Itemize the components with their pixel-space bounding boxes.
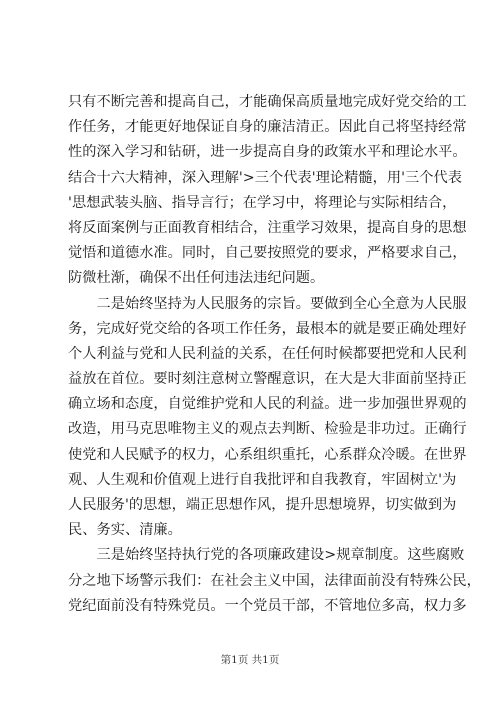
text-line: 只有不断完善和提高自己，才能确保高质量地完成好党交给的工 [68,94,467,110]
text-line: 民、务实、清廉。 [68,522,182,539]
text-line: 将反面案例与正面教育相结合，注重学习效果，提高自身的思想 [68,219,467,236]
body-text [68,90,481,619]
text-line: 确立场和态度，自觉维护党和人民的利益。进一步加强世界观的 [68,396,467,413]
text-line: 益放在首位。要时刻注意树立警醒意识，在大是大非面前坚持正 [68,371,467,388]
text-line: '思想武装头脑、指导言行；在学习中，将理论与实际相结合， [68,194,457,211]
text-line: 个人利益与党和人民利益的关系，在任何时候都要把党和人民利 [68,345,467,362]
text-line: 性的深入学习和钻研，进一步提高自身的政策水平和理论水平。 [68,144,467,161]
text-line: 觉悟和道德水准。同时，自己要按照党的要求，严格要求自己， [68,245,467,262]
text-line: 防微杜渐，确保不出任何违法违纪问题。 [68,270,325,287]
text-line: 使党和人民赋予的权力，心系组织重托，心系群众冷暖。在世界 [68,446,467,463]
text-line: 结合十六大精神，深入理解'>三个代表'理论精髓，用'三个代表 [68,169,462,186]
text-line: 三是始终坚持执行党的各项廉政建设>规章制度。这些腐败 [68,547,465,564]
text-line: 作任务，才能更好地保证自身的廉洁清正。因此自己将坚持经常 [68,119,467,136]
text-line: 务，完成好党交给的各项工作任务，最根本的就是要正确处理好 [68,320,467,337]
text-line: 观、人生观和价值观上进行自我批评和自我教育，牢固树立'为 [68,471,457,488]
text-line: 分之地下场警示我们：在社会主义中国，法律面前没有特殊公民， [68,572,481,589]
text-line: 人民服务'的思想，端正思想作风，提升思想境界，切实做到为 [68,497,457,513]
text-line: 二是始终坚持为人民服务的宗旨。要做到全心全意为人民服 [68,295,467,312]
page-number-footer: 第1页 共1页 [220,654,280,666]
text-line: 改造，用马克思唯物主义的观点去判断、检验是非功过。正确行 [68,421,467,438]
text-line: 党纪面前没有特殊党员。一个党员干部，不管地位多高，权力多 [68,597,467,614]
